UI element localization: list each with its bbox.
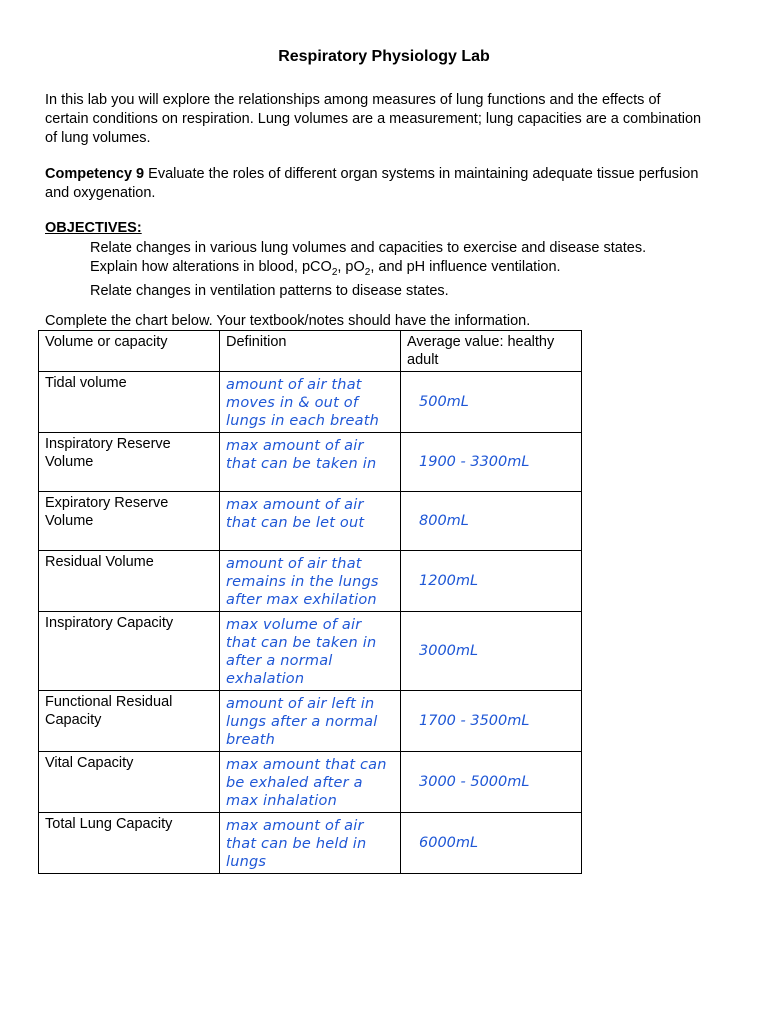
objectives-heading: OBJECTIVES:: [45, 220, 142, 236]
objective-item: Explain how alterations in blood, pCO$_2$, $pO_2$, and pH influence ventilation.: [90, 258, 561, 278]
table-row: [39, 492, 582, 551]
row-name-cell: Inspiratory Reserve Volume: [39, 433, 220, 492]
value-cell: 1900 - 3300mL: [401, 433, 582, 492]
table-row: [39, 551, 582, 612]
lung-volumes-table: [38, 330, 582, 874]
definition-cell: amount of air that remains in the lungs after max exhilation: [220, 551, 401, 612]
page-title: Respiratory Physiology Lab: [278, 48, 490, 65]
table-row: [39, 752, 582, 813]
table-row: [39, 691, 582, 752]
competency-label: Competency 9: [45, 166, 145, 182]
competency-text: Evaluate the roles of different organ systems in maintaining adequate tissue perfusion and oxygenation.: [45, 166, 699, 201]
definition-cell: amount of air that moves in & out of lungs in each breath: [220, 372, 401, 433]
table-header-row: [39, 331, 582, 372]
chart-instructions: Complete the chart below. Your textbook/notes should have the information.: [45, 313, 531, 329]
row-name-cell: Tidal volume: [39, 372, 220, 433]
table-row: [39, 612, 582, 691]
objective-item: Relate changes in various lung volumes and capacities to exercise and disease states.: [90, 240, 647, 256]
intro-paragraph: In this lab you will explore the relationships among measures of lung functions and the effects of certain conditions on respiration. Lung volumes are a measurement; lung capacities are a combination of lung volumes.: [45, 92, 702, 146]
value-cell: 3000 - 5000mL: [401, 752, 582, 813]
column-header: Definition: [220, 331, 401, 372]
definition-cell: max amount of air that can be taken in: [220, 433, 401, 492]
row-name-cell: Total Lung Capacity: [39, 813, 220, 874]
definition-cell: max amount of air that can be held in lungs: [220, 813, 401, 874]
column-header: Volume or capacity: [39, 331, 220, 372]
definition-cell: max amount of air that can be let out: [220, 492, 401, 551]
value-cell: 3000mL: [401, 612, 582, 691]
table-row: [39, 433, 582, 492]
table-row: [39, 813, 582, 874]
definition-cell: max volume of air that can be taken in after a normal exhalation: [220, 612, 401, 691]
column-header: Average value: healthy adult: [401, 331, 582, 372]
definition-cell: amount of air left in lungs after a normal breath: [220, 691, 401, 752]
row-name-cell: Residual Volume: [39, 551, 220, 612]
row-name-cell: Vital Capacity: [39, 752, 220, 813]
definition-cell: max amount that can be exhaled after a max inhalation: [220, 752, 401, 813]
value-cell: 6000mL: [401, 813, 582, 874]
row-name-cell: Expiratory Reserve Volume: [39, 492, 220, 551]
competency-paragraph: [45, 165, 705, 203]
value-cell: 1200mL: [401, 551, 582, 612]
table-row: [39, 372, 582, 433]
value-cell: 800mL: [401, 492, 582, 551]
objectives-list: [90, 239, 646, 300]
row-name-cell: Inspiratory Capacity: [39, 612, 220, 691]
objective-item: Relate changes in ventilation patterns to disease states.: [90, 282, 449, 299]
value-cell: 500mL: [401, 372, 582, 433]
value-cell: 1700 - 3500mL: [401, 691, 582, 752]
row-name-cell: Functional Residual Capacity: [39, 691, 220, 752]
